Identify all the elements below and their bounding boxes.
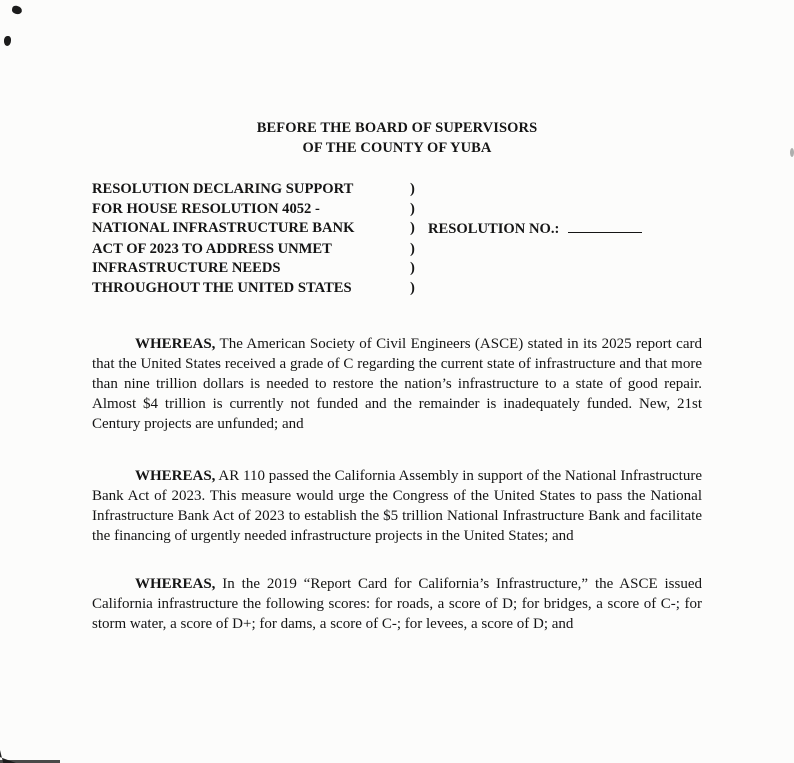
- scan-artifact: [790, 148, 794, 157]
- caption-paren: ): [410, 240, 415, 257]
- caption-paren: ): [410, 200, 415, 217]
- caption-right: [428, 180, 702, 200]
- resolution-number-label: RESOLUTION NO.:: [428, 221, 560, 237]
- caption-row: [92, 219, 702, 240]
- caption-right: [428, 200, 702, 220]
- whereas-paragraph-2: [92, 466, 702, 546]
- caption-paren: ): [410, 279, 415, 296]
- header-line-2: OF THE COUNTY OF YUBA: [302, 140, 492, 156]
- caption-row: [92, 240, 702, 260]
- caption-right: [428, 279, 702, 299]
- caption-right: [428, 259, 702, 279]
- whereas-paragraph-1: [92, 334, 702, 434]
- caption-left-text: FOR HOUSE RESOLUTION 4052 -: [92, 200, 320, 217]
- case-caption: [92, 180, 702, 298]
- whereas-lead: WHEREAS,: [135, 576, 216, 592]
- resolution-number-blank: [568, 219, 642, 233]
- whereas-lead: WHEREAS,: [135, 468, 216, 484]
- caption-left-text: RESOLUTION DECLARING SUPPORT: [92, 181, 354, 197]
- caption-left-text: INFRASTRUCTURE NEEDS: [92, 260, 281, 276]
- whereas-paragraph-3: [92, 574, 702, 634]
- caption-row: [92, 279, 702, 299]
- paragraph-body: AR 110 passed the California Assembly in support of the National Infrastructure Bank Act of 2023. This measure would urge the Congress of the United States to pass the National Infrastructure Bank Act of 2023 to establish the $5 trillion National Infrastructure Bank and facilitate the financing of urgently needed infrastructure projects in the United States; and: [92, 468, 702, 544]
- document-header: [92, 118, 702, 158]
- caption-paren: ): [410, 181, 415, 197]
- caption-left-text: ACT OF 2023 TO ADDRESS UNMET: [92, 240, 332, 257]
- caption-row: [92, 200, 702, 220]
- whereas-lead: WHEREAS,: [135, 336, 216, 352]
- caption-row: [92, 259, 702, 279]
- resolution-number-row: [428, 219, 702, 240]
- caption-left-text: NATIONAL INFRASTRUCTURE BANK: [92, 220, 355, 236]
- paragraph-body: In the 2019 “Report Card for California’s Infrastructure,” the ASCE issued California infrastructure the following scores: for roads, a score of D; for bridges, a score of C-; for storm water, a score of D+; for dams, a score of C-; for levees, a score of D; and: [92, 576, 702, 632]
- paragraph-body: The American Society of Civil Engineers (ASCE) stated in its 2025 report card that the United States received a grade of C regarding the current state of infrastructure and that more than nine trillion dollars is needed to restore the nation’s infrastructure to a state of good repair. Almost $4 trillion is currently not funded and the remainder is inadequately funded. New, 21st Century projects are unfunded; and: [92, 336, 702, 432]
- caption-paren: ): [410, 220, 415, 236]
- caption-right: [428, 240, 702, 260]
- caption-row: [92, 180, 702, 200]
- header-line-1: BEFORE THE BOARD OF SUPERVISORS: [256, 120, 538, 136]
- caption-paren: ): [410, 260, 415, 276]
- caption-left-text: THROUGHOUT THE UNITED STATES: [92, 279, 352, 296]
